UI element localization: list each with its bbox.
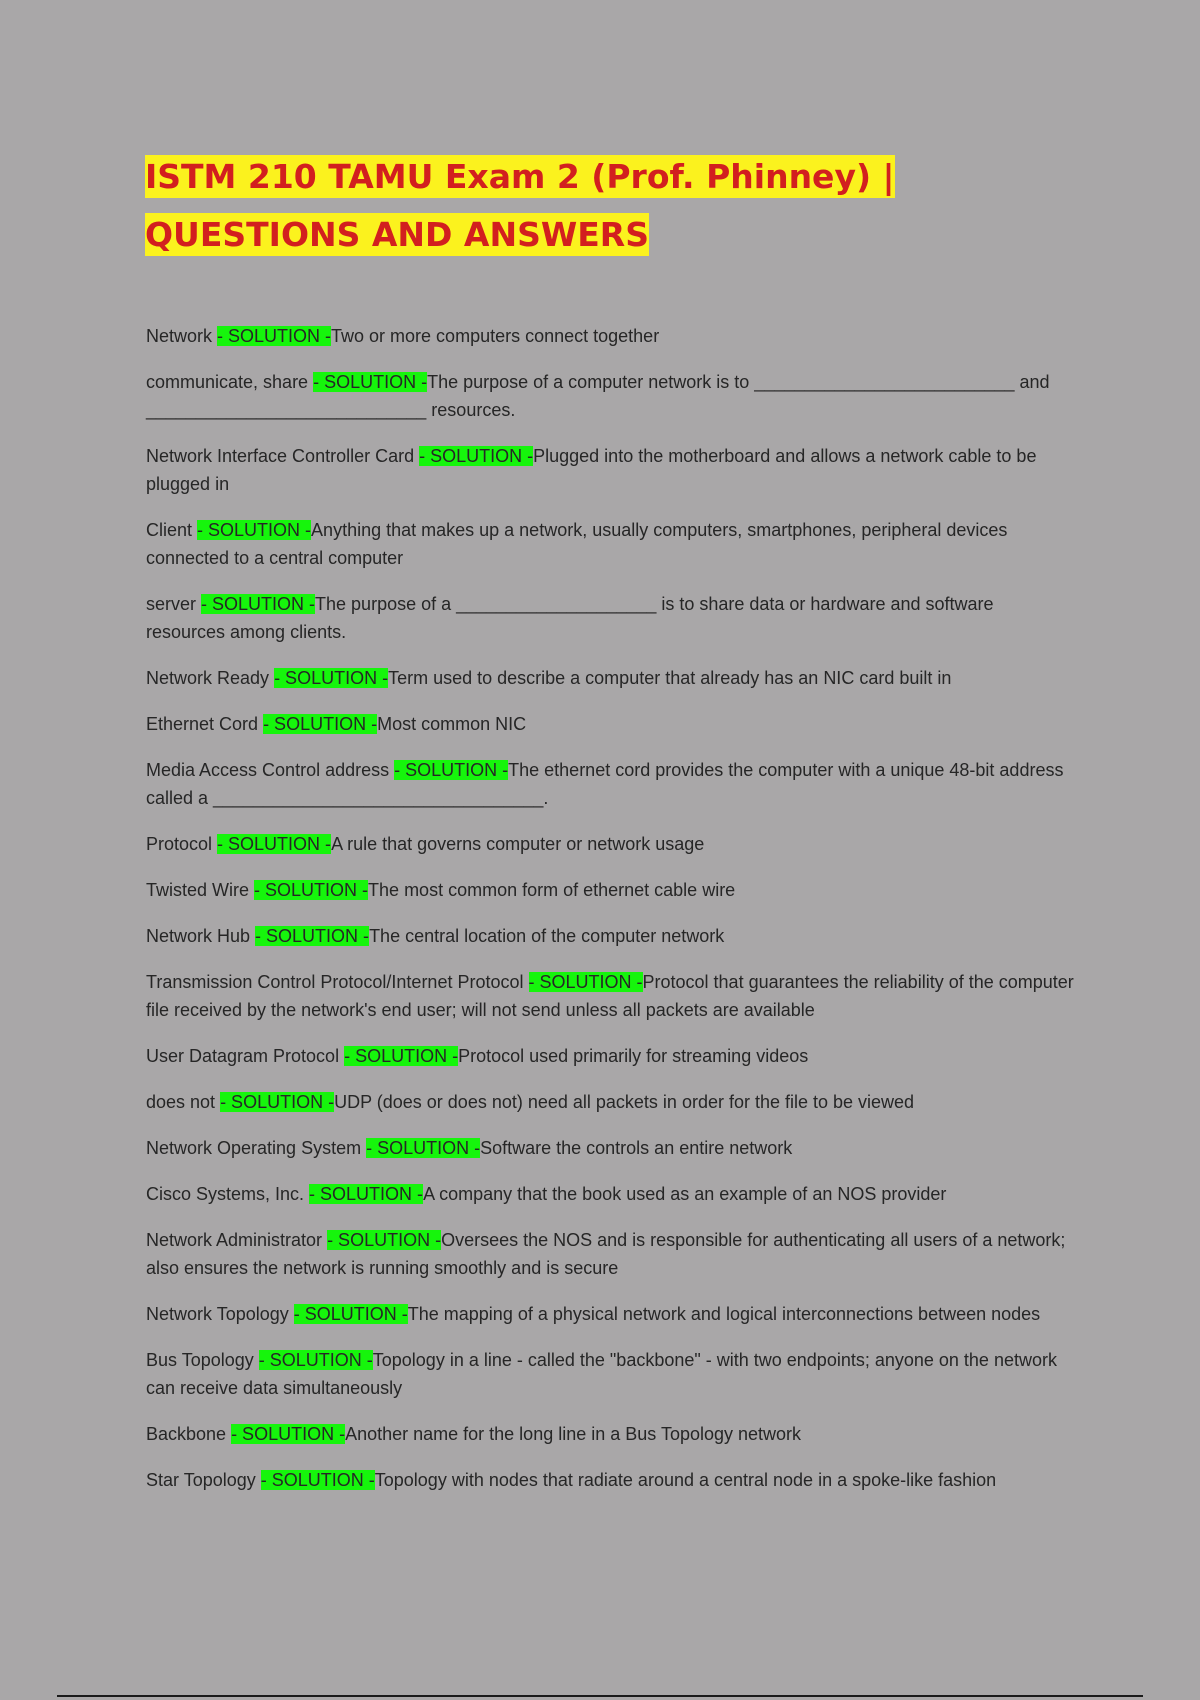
qa-entry — [146, 710, 1076, 738]
solution-marker: - SOLUTION - — [327, 1230, 442, 1250]
solution-marker: - SOLUTION - — [217, 834, 332, 854]
solution-marker: - SOLUTION - — [231, 1424, 346, 1444]
entry-definition: A rule that governs computer or network usage — [331, 834, 705, 854]
qa-entry — [146, 1226, 1076, 1282]
qa-entry — [146, 1346, 1076, 1402]
entry-term: Network Topology — [146, 1304, 294, 1324]
entry-term: Bus Topology — [146, 1350, 259, 1370]
entry-definition: A company that the book used as an example of an NOS provider — [423, 1184, 947, 1204]
entry-term: Network Operating System — [146, 1138, 367, 1158]
entry-definition: The most common form of ethernet cable wire — [368, 880, 736, 900]
entry-term: Network Administrator — [146, 1230, 328, 1250]
entry-definition: Two or more computers connect together — [331, 326, 660, 346]
entry-definition: The purpose of a computer network is to __________________________ and ____________________________ resources. — [146, 372, 1050, 420]
entry-term: Client — [146, 520, 198, 540]
entry-definition: The purpose of a ____________________ is to share data or hardware and software resources among clients. — [146, 594, 994, 642]
solution-marker: - SOLUTION - — [528, 972, 643, 992]
qa-entry — [146, 590, 1076, 646]
qa-entry — [146, 368, 1076, 424]
qa-entry — [146, 1466, 1076, 1494]
entry-definition: The mapping of a physical network and logical interconnections between nodes — [407, 1304, 1041, 1324]
solution-marker: - SOLUTION - — [419, 446, 534, 466]
solution-marker: - SOLUTION - — [309, 1184, 424, 1204]
entry-term: server — [146, 594, 202, 614]
qa-entry — [146, 968, 1076, 1024]
entry-term: Network Hub — [146, 926, 256, 946]
qa-list — [146, 322, 1076, 1512]
solution-marker: - SOLUTION - — [255, 926, 370, 946]
solution-marker: - SOLUTION - — [258, 1350, 373, 1370]
qa-entry — [146, 1088, 1076, 1116]
solution-marker: - SOLUTION - — [201, 594, 316, 614]
entry-term: Cisco Systems, Inc. — [146, 1184, 310, 1204]
qa-entry — [146, 1300, 1076, 1328]
title-line-1: ISTM 210 TAMU Exam 2 (Prof. Phinney) | — [145, 157, 895, 196]
entry-term: Transmission Control Protocol/Internet Protocol — [146, 972, 529, 992]
solution-marker: - SOLUTION - — [366, 1138, 481, 1158]
solution-marker: - SOLUTION - — [260, 1470, 375, 1490]
qa-entry — [146, 756, 1076, 812]
qa-entry — [146, 1134, 1076, 1162]
entry-definition: Software the controls an entire network — [480, 1138, 793, 1158]
entry-term: Media Access Control address — [146, 760, 395, 780]
entry-definition: Oversees the NOS and is responsible for authenticating all users of a network; also ensures the network is running smoothly and is secure — [146, 1230, 1066, 1278]
entry-definition: Protocol used primarily for streaming videos — [458, 1046, 809, 1066]
entry-definition: Protocol that guarantees the reliability of the computer file received by the network's end user; will not send unless all packets are available — [146, 972, 1074, 1020]
entry-term: Network Interface Controller Card — [146, 446, 420, 466]
qa-entry — [146, 1420, 1076, 1448]
entry-term: Backbone — [146, 1424, 232, 1444]
solution-marker: - SOLUTION - — [394, 760, 509, 780]
qa-entry — [146, 322, 1076, 350]
entry-definition: Another name for the long line in a Bus Topology network — [345, 1424, 802, 1444]
solution-marker: - SOLUTION - — [344, 1046, 459, 1066]
entry-term: Network Ready — [146, 668, 275, 688]
qa-entry — [146, 442, 1076, 498]
entry-definition: Topology with nodes that radiate around a central node in a spoke-like fashion — [374, 1470, 997, 1490]
solution-marker: - SOLUTION - — [263, 714, 378, 734]
entry-term: User Datagram Protocol — [146, 1046, 345, 1066]
entry-definition: Plugged into the motherboard and allows a network cable to be plugged in — [146, 446, 1037, 494]
qa-entry — [146, 830, 1076, 858]
qa-entry — [146, 1042, 1076, 1070]
qa-entry — [146, 664, 1076, 692]
entry-definition: Most common NIC — [377, 714, 527, 734]
entry-term: communicate, share — [146, 372, 314, 392]
solution-marker: - SOLUTION - — [217, 326, 332, 346]
entry-term: Ethernet Cord — [146, 714, 264, 734]
entry-definition: Term used to describe a computer that already has an NIC card built in — [388, 668, 952, 688]
entry-term: Network — [146, 326, 218, 346]
entry-term: Star Topology — [146, 1470, 261, 1490]
solution-marker: - SOLUTION - — [313, 372, 428, 392]
solution-marker: - SOLUTION - — [197, 520, 312, 540]
solution-marker: - SOLUTION - — [220, 1092, 335, 1112]
title-line-2: QUESTIONS AND ANSWERS — [145, 215, 649, 254]
qa-entry — [146, 1180, 1076, 1208]
page-bottom-rule — [57, 1695, 1143, 1697]
entry-definition: UDP (does or does not) need all packets in order for the file to be viewed — [334, 1092, 915, 1112]
qa-entry — [146, 922, 1076, 950]
entry-definition: The ethernet cord provides the computer with a unique 48-bit address called a _________________________________. — [146, 760, 1064, 808]
entry-term: does not — [146, 1092, 221, 1112]
entry-term: Twisted Wire — [146, 880, 255, 900]
solution-marker: - SOLUTION - — [274, 668, 389, 688]
entry-definition: Anything that makes up a network, usually computers, smartphones, peripheral devices connected to a central computer — [146, 520, 1008, 568]
document-title — [145, 148, 1045, 264]
solution-marker: - SOLUTION - — [254, 880, 369, 900]
qa-entry — [146, 516, 1076, 572]
solution-marker: - SOLUTION - — [293, 1304, 408, 1324]
entry-definition: Topology in a line - called the "backbone" - with two endpoints; anyone on the network can receive data simultaneously — [146, 1350, 1057, 1398]
entry-term: Protocol — [146, 834, 218, 854]
entry-definition: The central location of the computer network — [369, 926, 725, 946]
qa-entry — [146, 876, 1076, 904]
